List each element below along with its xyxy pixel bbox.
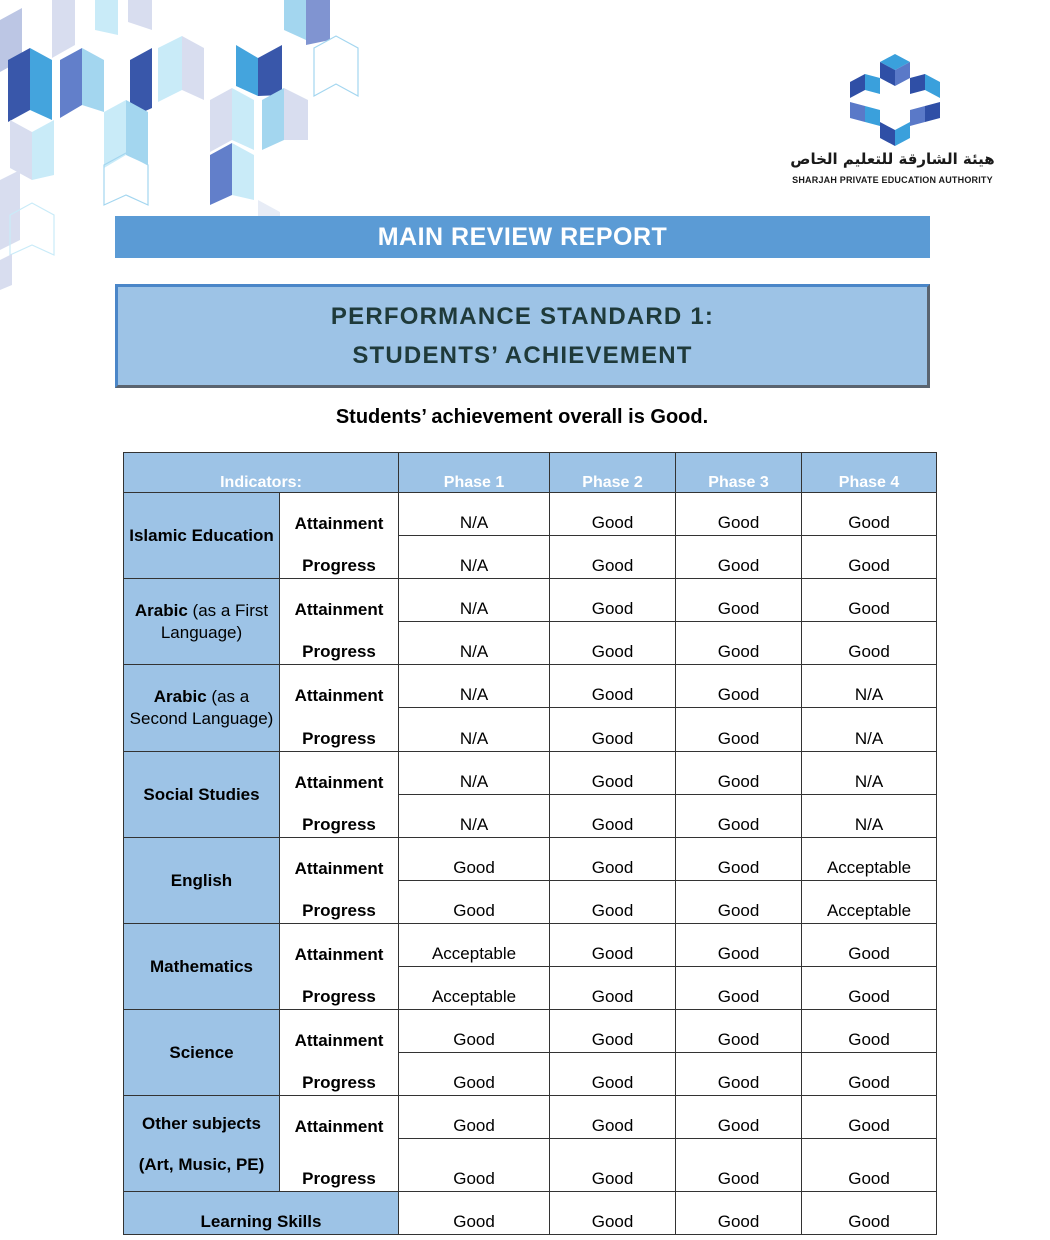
subject-name: Arabic (as a First Language)	[124, 579, 280, 665]
table-cell: N/A	[399, 665, 550, 708]
table-cell: Good	[676, 579, 802, 622]
table-cell: Good	[802, 1139, 937, 1192]
table-cell: N/A	[399, 622, 550, 665]
subject-name: Other subjects (Art, Music, PE)	[124, 1096, 280, 1192]
table-cell: Good	[550, 1096, 676, 1139]
attainment-label: Attainment	[280, 493, 399, 536]
standard-line-2: STUDENTS’ ACHIEVEMENT	[352, 342, 693, 369]
table-cell: Good	[802, 493, 937, 536]
logo-english-text: SHARJAH PRIVATE EDUCATION AUTHORITY	[792, 175, 993, 185]
table-cell: Good	[676, 1053, 802, 1096]
subject-name: English	[124, 838, 280, 924]
table-cell: Good	[676, 967, 802, 1010]
table-cell: Acceptable	[399, 967, 550, 1010]
attainment-label: Attainment	[280, 1010, 399, 1053]
table-cell: Good	[802, 622, 937, 665]
table-cell: Good	[550, 881, 676, 924]
table-cell: Good	[550, 1192, 676, 1235]
progress-label: Progress	[280, 708, 399, 752]
table-cell: Good	[676, 1096, 802, 1139]
table-cell: N/A	[802, 795, 937, 838]
table-cell: Good	[550, 838, 676, 881]
table-cell: Good	[550, 752, 676, 795]
table-cell: Good	[676, 536, 802, 579]
attainment-label: Attainment	[280, 924, 399, 967]
table-cell: Good	[676, 1139, 802, 1192]
table-cell: N/A	[399, 752, 550, 795]
table-cell: Good	[676, 1192, 802, 1235]
standard-line-1: PERFORMANCE STANDARD 1:	[330, 303, 715, 330]
subject-name: Science	[124, 1010, 280, 1096]
table-cell: Good	[550, 1010, 676, 1053]
table-cell: Good	[399, 1053, 550, 1096]
attainment-label: Attainment	[280, 838, 399, 881]
table-cell: Good	[399, 1192, 550, 1235]
overall-statement: Students’ achievement overall is Good.	[335, 406, 709, 428]
table-cell: Acceptable	[802, 838, 937, 881]
logo-arabic-text: هيئة الشارقة للتعليم الخاص	[790, 150, 995, 168]
table-cell: N/A	[399, 493, 550, 536]
attainment-label: Attainment	[280, 665, 399, 708]
table-cell: Good	[802, 967, 937, 1010]
table-cell: Acceptable	[399, 924, 550, 967]
table-header-row	[124, 453, 937, 493]
table-row	[124, 1010, 937, 1053]
attainment-label: Attainment	[280, 579, 399, 622]
header-phase-4: Phase 4	[802, 453, 937, 493]
subject-name: Mathematics	[124, 924, 280, 1010]
table-cell: Good	[550, 967, 676, 1010]
table-row	[124, 579, 937, 622]
table-row	[124, 752, 937, 795]
table-cell: Good	[802, 536, 937, 579]
subject-name: Islamic Education	[124, 493, 280, 579]
progress-label: Progress	[280, 967, 399, 1010]
table-cell: Good	[550, 1139, 676, 1192]
table-row	[124, 1096, 937, 1139]
table-row	[124, 665, 937, 708]
table-cell: Good	[802, 1096, 937, 1139]
progress-label: Progress	[280, 536, 399, 579]
table-cell: Good	[802, 1053, 937, 1096]
table-cell: N/A	[399, 795, 550, 838]
table-cell: N/A	[399, 708, 550, 752]
attainment-label: Attainment	[280, 1096, 399, 1139]
table-cell: Good	[676, 493, 802, 536]
table-cell: Good	[399, 1010, 550, 1053]
table-cell: Good	[676, 838, 802, 881]
table-cell: N/A	[802, 708, 937, 752]
table-cell: Good	[676, 752, 802, 795]
progress-label: Progress	[280, 1139, 399, 1192]
table-cell: Good	[676, 1010, 802, 1053]
header-phase-2: Phase 2	[550, 453, 676, 493]
table-cell: Good	[676, 665, 802, 708]
table-cell: Acceptable	[802, 881, 937, 924]
table-cell: Good	[550, 536, 676, 579]
subject-name: Arabic (as a Second Language)	[124, 665, 280, 752]
table-cell: Good	[550, 924, 676, 967]
report-title-banner: MAIN REVIEW REPORT	[115, 216, 930, 258]
table-row	[124, 493, 937, 536]
attainment-label: Attainment	[280, 752, 399, 795]
table-cell: N/A	[399, 536, 550, 579]
table-cell: N/A	[802, 752, 937, 795]
table-cell: Good	[802, 1192, 937, 1235]
header-phase-3: Phase 3	[676, 453, 802, 493]
performance-standard-box	[115, 284, 930, 388]
table-row	[124, 924, 937, 967]
table-cell: Good	[399, 881, 550, 924]
learning-skills-label: Learning Skills	[124, 1192, 399, 1235]
table-cell: Good	[802, 1010, 937, 1053]
table-row	[124, 1192, 937, 1235]
progress-label: Progress	[280, 795, 399, 838]
table-cell: Good	[399, 838, 550, 881]
table-cell: Good	[676, 622, 802, 665]
table-cell: Good	[399, 1096, 550, 1139]
achievement-table	[123, 452, 937, 1235]
progress-label: Progress	[280, 881, 399, 924]
table-cell: Good	[802, 924, 937, 967]
table-cell: Good	[550, 795, 676, 838]
table-cell: N/A	[399, 579, 550, 622]
table-cell: Good	[399, 1139, 550, 1192]
header-indicators: Indicators:	[124, 453, 399, 493]
table-cell: Good	[550, 622, 676, 665]
table-cell: Good	[676, 924, 802, 967]
header-phase-1: Phase 1	[399, 453, 550, 493]
table-cell: Good	[676, 708, 802, 752]
table-cell: N/A	[802, 665, 937, 708]
subject-name: Social Studies	[124, 752, 280, 838]
table-cell: Good	[676, 881, 802, 924]
table-cell: Good	[550, 579, 676, 622]
table-cell: Good	[550, 708, 676, 752]
table-cell: Good	[550, 665, 676, 708]
table-cell: Good	[550, 1053, 676, 1096]
table-cell: Good	[676, 795, 802, 838]
table-cell: Good	[550, 493, 676, 536]
progress-label: Progress	[280, 1053, 399, 1096]
table-cell: Good	[802, 579, 937, 622]
progress-label: Progress	[280, 622, 399, 665]
spea-logo	[845, 50, 945, 150]
table-row	[124, 838, 937, 881]
